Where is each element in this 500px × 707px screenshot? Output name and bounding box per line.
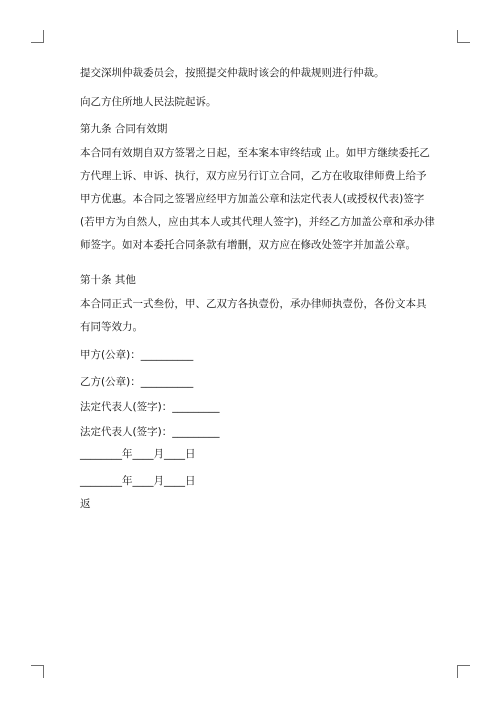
article-10-heading: 第十条 其他: [80, 274, 136, 286]
legal-representative-signature-line-2: 法定代表人(签字)：_________: [80, 426, 220, 438]
date-line-1: ________年____月____日: [80, 448, 196, 460]
crop-mark-bottom-right: [457, 665, 470, 678]
article-9-paragraph: 本合同有效期自双方签署之日起，至本案本审终结或 止。如甲方继续委托乙方代理上诉、申诉、执行，双方应另行订立合同，乙方在收取律师费上给予甲方优惠。本合同之签署应经甲方加盖公章和法定代表人(或授权代表)签字(若甲方为自然人，应由其本人或其代理人签字)，并经乙方加盖公章和承办律师签字。如对本委托合同条款有增删，双方应在修改处签字并加盖公章。: [80, 147, 435, 251]
party-b-seal-line: 乙方(公章)：__________: [80, 376, 194, 388]
article-9-heading: 第九条 合同有效期: [80, 123, 168, 135]
crop-mark-bottom-left: [31, 665, 44, 678]
return-text: 返: [80, 498, 91, 510]
legal-representative-signature-line-1: 法定代表人(签字)：_________: [80, 401, 220, 413]
crop-mark-top-right: [457, 30, 470, 43]
court-line: 向乙方住所地人民法院起诉。: [80, 96, 217, 108]
article-10-paragraph: 本合同正式一式叁份，甲、乙双方各执壹份，承办律师执壹份，各份文本具有同等效力。: [80, 298, 427, 333]
arbitration-line: 提交深圳仲裁委员会，按照提交仲裁时该会的仲裁规则进行仲裁。: [80, 67, 385, 79]
date-line-2: ________年____月____日: [80, 475, 196, 487]
party-a-seal-line: 甲方(公章)：__________: [80, 349, 194, 361]
crop-mark-top-left: [31, 30, 44, 43]
